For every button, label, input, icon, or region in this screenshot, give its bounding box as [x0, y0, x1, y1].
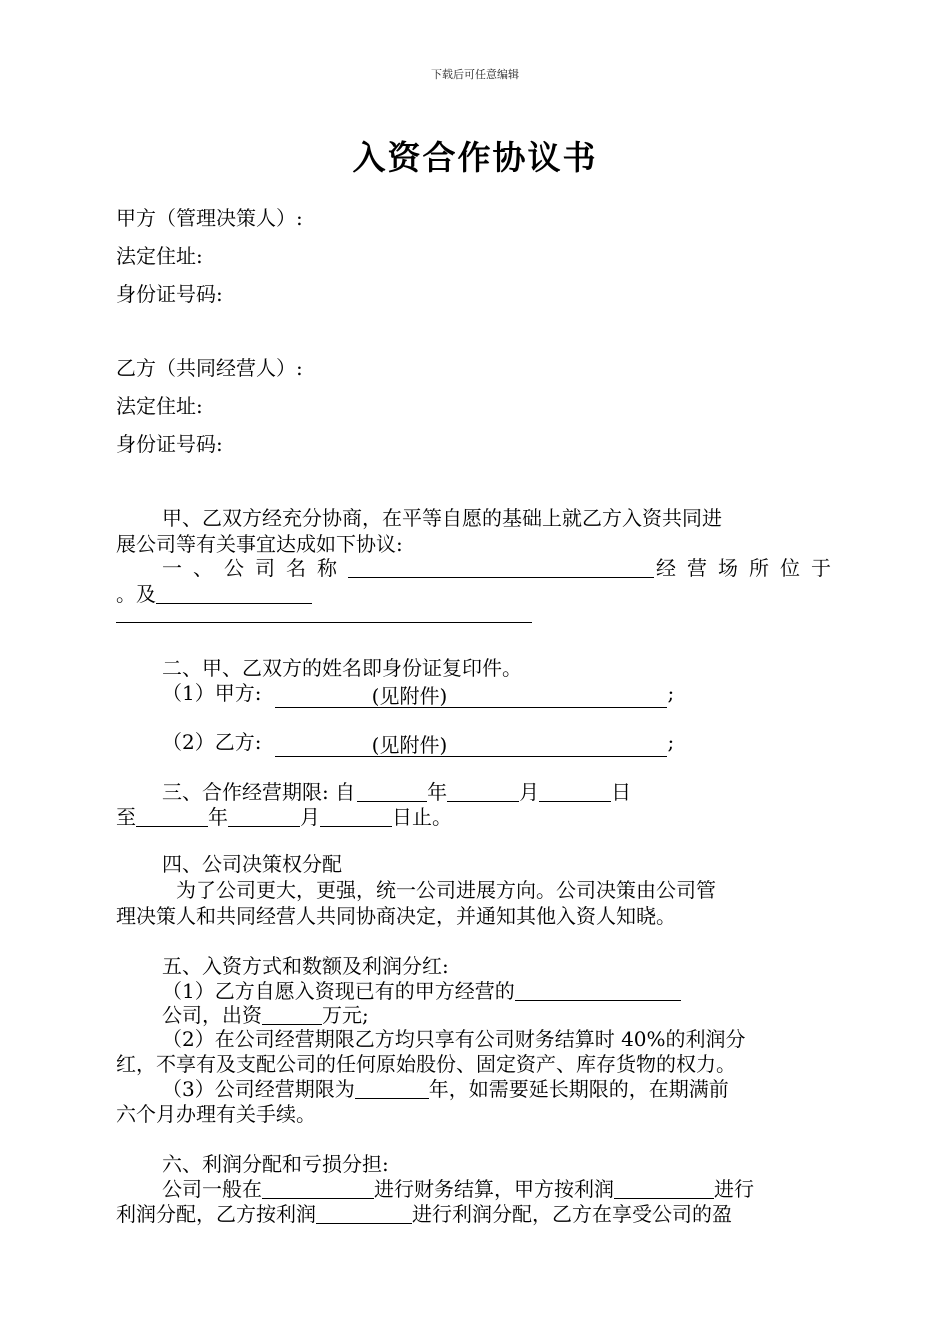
section-6-heading: 六、利润分配和亏损分担: [162, 1152, 389, 1176]
term-prefix: （3）公司经营期限为 [162, 1077, 355, 1101]
section-5-item-1 [162, 979, 681, 1003]
section-1-suffix: 经营场所位于 [656, 556, 842, 580]
section-1-line2-prefix: 。及 [116, 582, 156, 606]
settlement-middle: 进行财务结算，甲方按利润 [374, 1177, 614, 1201]
end-year-label: 年 [208, 805, 228, 829]
investment-prefix: 公司，出资 [162, 1003, 262, 1027]
section-5-item-2-line-1: （2）在公司经营期限乙方均只享有公司财务结算时 40%的利润分 [162, 1027, 746, 1051]
party-b-id: 身份证号码: [116, 432, 223, 456]
party-a-id: 身份证号码: [116, 282, 223, 306]
party-b-attach-blank [275, 734, 667, 757]
section-5-item-1b [162, 1003, 369, 1027]
section-3-line-2 [116, 805, 452, 829]
party-a-profit-blank [614, 1178, 714, 1199]
party-a-label: 甲方（管理决策人）: [116, 206, 303, 230]
end-year-blank [136, 806, 208, 827]
party-a-attach-line [162, 681, 674, 708]
term-years-blank [355, 1078, 429, 1099]
shop-name-blank [515, 980, 681, 1001]
investment-amount-blank [262, 1004, 322, 1025]
end-day-label: 日止。 [392, 805, 452, 829]
start-month-label: 月 [519, 780, 540, 804]
section-4-heading: 四、公司决策权分配 [162, 852, 342, 876]
party-b-attach-end: ; [667, 730, 675, 754]
location-blank-line [116, 622, 532, 623]
intro-line-2: 展公司等有关事宜达成如下协议: [116, 532, 403, 556]
settlement-suffix: 进行 [714, 1177, 754, 1201]
party-b-profit-blank [316, 1203, 412, 1224]
intro-line-1: 甲、乙双方经充分协商，在平等自愿的基础上就乙方入资共同进 [162, 506, 722, 530]
section-3-prefix: 三、合作经营期限: 自 [162, 780, 356, 804]
section-1-line-2 [116, 582, 312, 606]
party-a-attach-end: ; [667, 681, 675, 705]
section-5-item-3 [162, 1077, 729, 1101]
end-month-blank [228, 806, 300, 827]
section-2-heading: 二、甲、乙双方的姓名即身份证复印件。 [162, 656, 522, 680]
section-6-line-1 [162, 1177, 754, 1201]
settlement-period-blank [262, 1178, 374, 1199]
section-5-item-1-text: （1）乙方自愿入资现已有的甲方经营的 [162, 979, 515, 1003]
section-4-line-2: 理决策人和共同经营人共同协商决定，并通知其他入资人知晓。 [116, 904, 676, 928]
end-month-label: 月 [300, 805, 320, 829]
party-b-attach-label: （2）乙方: [162, 730, 262, 754]
party-a-address: 法定住址: [116, 244, 203, 268]
end-day-blank [320, 806, 392, 827]
party-b-attach-text: (见附件) [371, 733, 448, 757]
party-b-address: 法定住址: [116, 394, 203, 418]
party-b-profit-suffix: 进行利润分配，乙方在享受公司的盈 [412, 1202, 732, 1226]
section-5-item-3-line-2: 六个月办理有关手续。 [116, 1102, 316, 1126]
investment-suffix: 万元; [322, 1003, 369, 1027]
document-title: 入资合作协议书 [352, 138, 598, 177]
start-year-label: 年 [427, 780, 448, 804]
section-5-item-2-line-2: 红，不享有及支配公司的任何原始股份、固定资产、库存货物的权力。 [116, 1052, 736, 1076]
company-name-blank [348, 557, 654, 578]
settlement-prefix: 公司一般在 [162, 1177, 262, 1201]
section-1-line [162, 556, 842, 580]
header-note: 下载后可任意编辑 [431, 68, 519, 81]
party-a-attach-text: (见附件) [371, 684, 448, 708]
party-a-attach-label: （1）甲方: [162, 681, 262, 705]
start-month-blank [447, 781, 519, 802]
party-b-label: 乙方（共同经营人）: [116, 356, 303, 380]
start-year-blank [357, 781, 427, 802]
party-a-attach-blank [275, 685, 667, 708]
section-3-line-1 [162, 780, 631, 804]
location-blank [156, 583, 312, 604]
term-suffix: 年，如需要延长期限的，在期满前 [428, 1077, 729, 1101]
start-day-label: 日 [611, 780, 632, 804]
section-1-prefix: 一、公司名称 [162, 556, 348, 580]
section-6-line-2 [116, 1202, 732, 1226]
section-4-line-1: 为了公司更大，更强，统一公司进展方向。公司决策由公司管 [176, 878, 716, 902]
section-5-heading: 五、入资方式和数额及利润分红: [162, 954, 449, 978]
end-to-label: 至 [116, 805, 136, 829]
start-day-blank [539, 781, 611, 802]
party-b-profit-prefix: 利润分配，乙方按利润 [116, 1202, 316, 1226]
party-b-attach-line [162, 730, 674, 757]
